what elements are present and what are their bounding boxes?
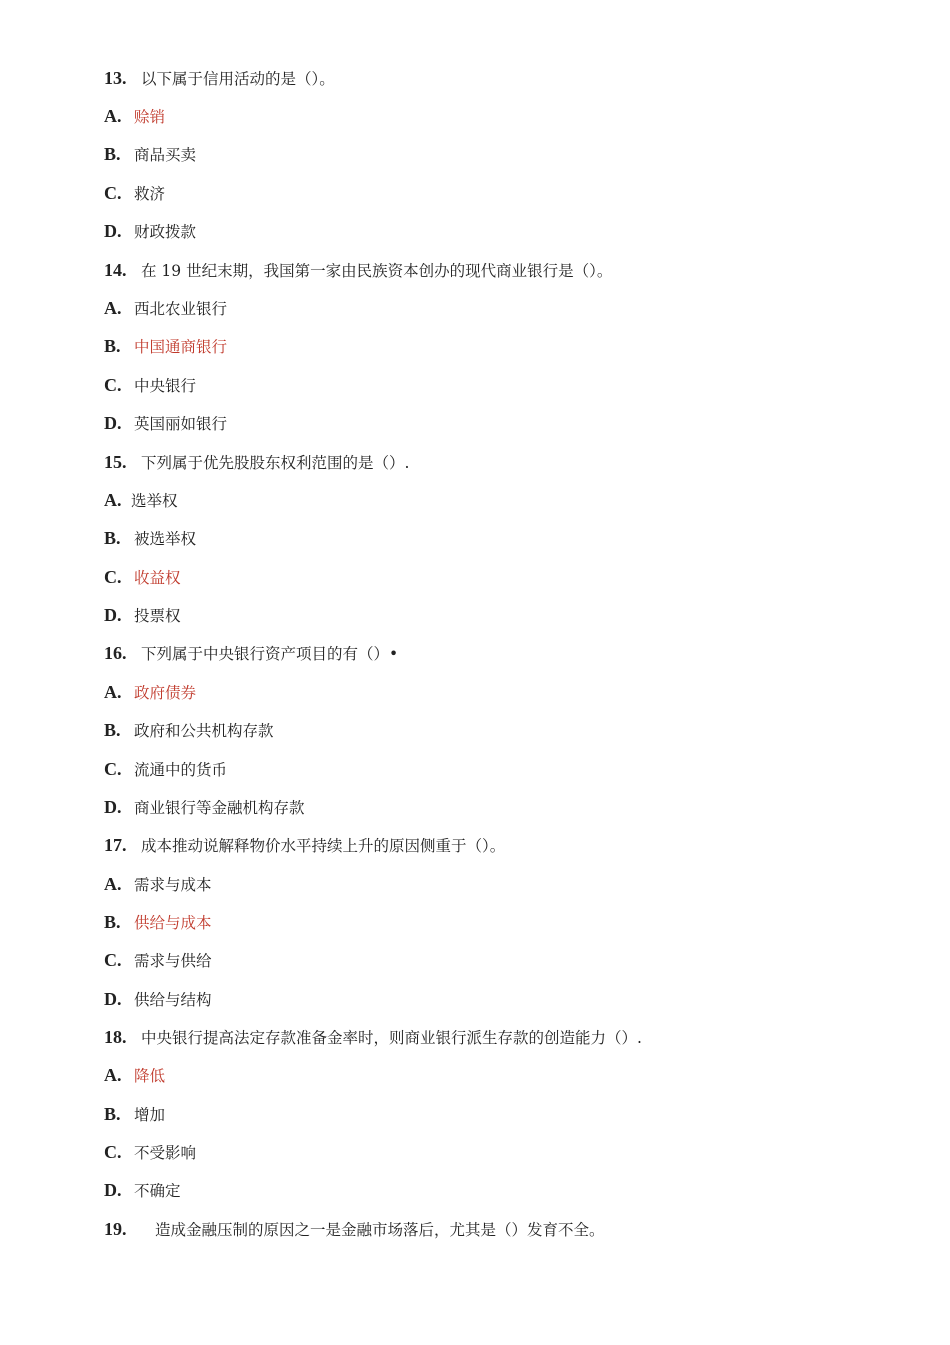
option-letter: A. <box>104 105 122 126</box>
option-letter: A. <box>104 873 122 894</box>
option-text: 商业银行等金融机构存款 <box>134 799 305 817</box>
option-text: 选举权 <box>131 492 178 510</box>
option-text: 救济 <box>134 185 166 203</box>
option-letter: B. <box>104 719 121 740</box>
question-text: 以下属于信用活动的是（）。 <box>141 70 335 88</box>
option-letter: C. <box>104 566 122 587</box>
question-number: 16. <box>104 642 127 663</box>
option-letter: A. <box>104 1064 122 1085</box>
question-number: 15. <box>104 451 127 472</box>
option-text: 英国丽如银行 <box>134 415 228 433</box>
option-text: 需求与成本 <box>134 876 212 894</box>
option-text: 商品买卖 <box>134 146 197 164</box>
option-text: 西北农业银行 <box>134 300 228 318</box>
option-text: 增加 <box>134 1106 166 1124</box>
question-number: 19. <box>104 1218 127 1239</box>
option-letter: C. <box>104 1141 122 1162</box>
option-letter: C. <box>104 758 122 779</box>
option-letter: B. <box>104 335 121 356</box>
option-text-correct: 赊销 <box>134 108 166 126</box>
option-letter: D. <box>104 1179 122 1200</box>
question-text: 中央银行提高法定存款准备金率时，则商业银行派生存款的创造能力（）. <box>141 1029 642 1047</box>
option-letter: D. <box>104 412 122 433</box>
question-text: 成本推动说解释物价水平持续上升的原因侧重于（）。 <box>141 837 506 855</box>
option-letter: D. <box>104 604 122 625</box>
option-letter: D. <box>104 220 122 241</box>
option-text-correct: 政府债券 <box>134 684 197 702</box>
option-text-correct: 收益权 <box>134 569 181 587</box>
option-letter: B. <box>104 911 121 932</box>
option-letter: D. <box>104 796 122 817</box>
option-text-correct: 中国通商银行 <box>134 338 228 356</box>
question-number: 14. <box>104 259 127 280</box>
option-text: 被选举权 <box>134 530 197 548</box>
option-letter: C. <box>104 374 122 395</box>
question-number: 13. <box>104 67 127 88</box>
option-letter: B. <box>104 143 121 164</box>
option-text: 不确定 <box>134 1182 181 1200</box>
option-text: 投票权 <box>134 607 181 625</box>
option-letter: D. <box>104 988 122 1009</box>
option-text: 政府和公共机构存款 <box>134 722 274 740</box>
option-text: 财政拨款 <box>134 223 197 241</box>
question-text: 下列属于优先股股东权利范围的是（）. <box>141 454 410 472</box>
option-text-correct: 供给与成本 <box>134 914 212 932</box>
question-text: 造成金融压制的原因之一是金融市场落后，尤其是（）发育不全。 <box>155 1221 605 1239</box>
option-letter: A. <box>104 489 122 510</box>
option-text: 流通中的货币 <box>134 761 228 779</box>
option-letter: B. <box>104 527 121 548</box>
question-text: 在 19 世纪末期，我国第一家由民族资本创办的现代商业银行是（）。 <box>141 262 613 280</box>
option-letter: A. <box>104 297 122 318</box>
option-letter: C. <box>104 949 122 970</box>
option-text: 需求与供给 <box>134 952 212 970</box>
option-text-correct: 降低 <box>134 1067 166 1085</box>
option-text: 不受影响 <box>134 1144 197 1162</box>
question-number: 18. <box>104 1026 127 1047</box>
question-text: 下列属于中央银行资产项目的有（）• <box>141 645 399 663</box>
question-number: 17. <box>104 834 127 855</box>
option-text: 中央银行 <box>134 377 197 395</box>
option-letter: C. <box>104 182 122 203</box>
option-text: 供给与结构 <box>134 991 212 1009</box>
option-letter: A. <box>104 681 122 702</box>
option-letter: B. <box>104 1103 121 1124</box>
